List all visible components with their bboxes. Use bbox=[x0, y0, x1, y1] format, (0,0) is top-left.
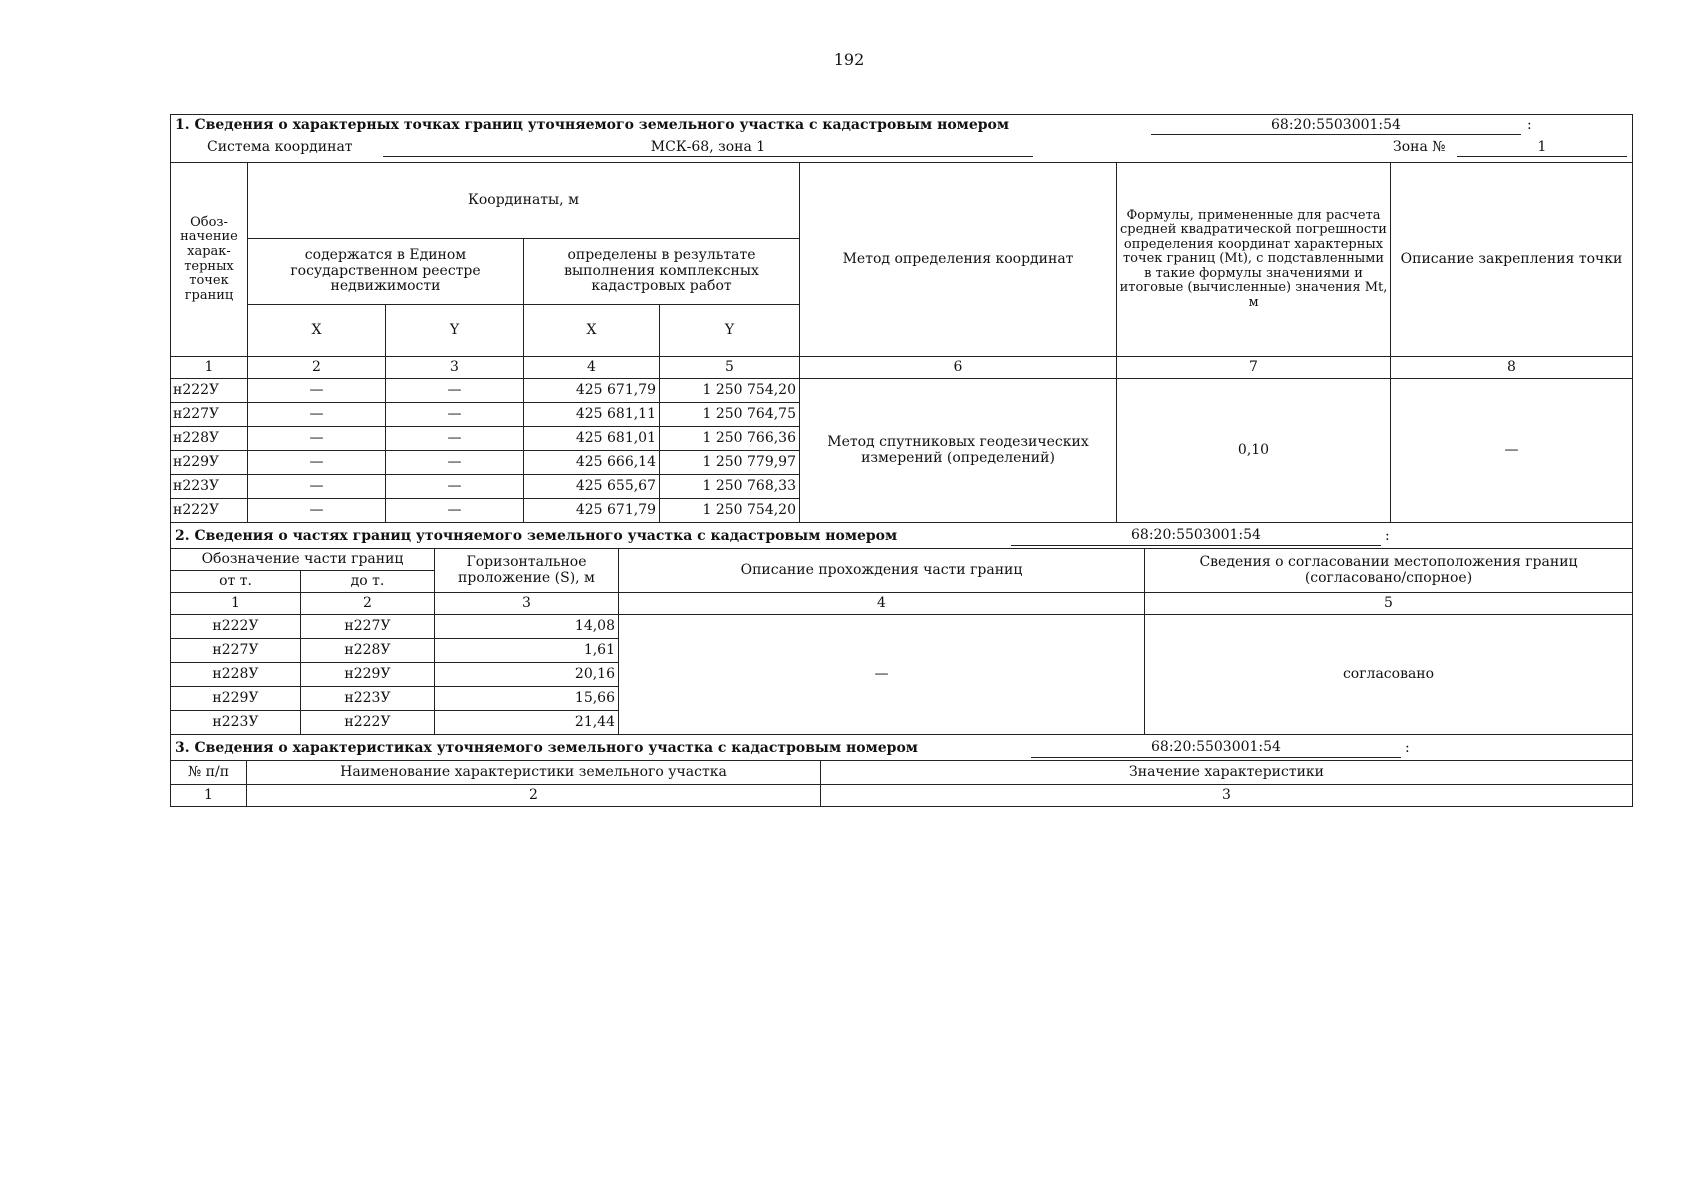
header-fixing: Описание закрепления точки bbox=[1391, 163, 1633, 357]
part-from: н223У bbox=[171, 711, 301, 735]
section3-title: 3. Сведения о характеристиках уточняемого земельного участка с кадастровым номером bbox=[175, 739, 918, 756]
col-number: 1 bbox=[171, 593, 301, 615]
section1-table bbox=[170, 114, 1633, 523]
point-name: н227У bbox=[171, 403, 248, 427]
point-name: н222У bbox=[171, 379, 248, 403]
coord-y: 1 250 766,36 bbox=[660, 427, 800, 451]
part-length: 21,44 bbox=[435, 711, 619, 735]
section1-title: 1. Сведения о характерных точках границ уточняемого земельного участка с кадастровым номером bbox=[175, 117, 1010, 133]
header-designation: Обоз-начение харак-терных точек границ bbox=[171, 163, 248, 357]
header-agreement: Сведения о согласовании местоположения границ (согласовано/спорное) bbox=[1145, 549, 1633, 593]
coord-x: 425 681,11 bbox=[524, 403, 660, 427]
section3-colon: : bbox=[1405, 739, 1410, 756]
coord-x: 425 671,79 bbox=[524, 499, 660, 523]
header-description: Описание прохождения части границ bbox=[619, 549, 1145, 593]
header-det-x: X bbox=[524, 305, 660, 357]
point-name: н229У bbox=[171, 451, 248, 475]
col-number: 3 bbox=[435, 593, 619, 615]
section1-cadastral-number: 68:20:5503001:54 bbox=[1151, 118, 1521, 135]
section2-colon: : bbox=[1385, 527, 1390, 544]
col-number: 3 bbox=[386, 357, 524, 379]
coord-x: 425 681,01 bbox=[524, 427, 660, 451]
section2-title: 2. Сведения о частях границ уточняемого земельного участка с кадастровым номером bbox=[175, 527, 898, 544]
part-length: 1,61 bbox=[435, 639, 619, 663]
part-length: 20,16 bbox=[435, 663, 619, 687]
part-to: н229У bbox=[301, 663, 435, 687]
page-number: 192 bbox=[833, 50, 865, 69]
col-number: 2 bbox=[247, 785, 821, 807]
mt-value: 0,10 bbox=[1117, 379, 1391, 523]
reg-x: — bbox=[248, 499, 386, 523]
part-to: н223У bbox=[301, 687, 435, 711]
part-from: н222У bbox=[171, 615, 301, 639]
agreement-value: согласовано bbox=[1145, 615, 1633, 735]
col-number: 2 bbox=[248, 357, 386, 379]
part-from: н228У bbox=[171, 663, 301, 687]
section1-header bbox=[171, 115, 1633, 163]
reg-y: — bbox=[386, 379, 524, 403]
coord-y: 1 250 754,20 bbox=[660, 499, 800, 523]
coord-y: 1 250 779,97 bbox=[660, 451, 800, 475]
reg-y: — bbox=[386, 451, 524, 475]
header-part: Обозначение части границ bbox=[171, 549, 435, 571]
header-reg-y: Y bbox=[386, 305, 524, 357]
reg-y: — bbox=[386, 475, 524, 499]
col-number: 1 bbox=[171, 357, 248, 379]
col-number: 7 bbox=[1117, 357, 1391, 379]
reg-x: — bbox=[248, 403, 386, 427]
header-method: Метод определения координат bbox=[800, 163, 1117, 357]
section2-cadastral-number: 68:20:5503001:54 bbox=[1011, 525, 1381, 546]
section3-cadastral-number: 68:20:5503001:54 bbox=[1031, 737, 1401, 758]
reg-x: — bbox=[248, 451, 386, 475]
col-number: 5 bbox=[1145, 593, 1633, 615]
reg-y: — bbox=[386, 403, 524, 427]
part-to: н228У bbox=[301, 639, 435, 663]
zone-value: 1 bbox=[1457, 140, 1627, 157]
col-number: 6 bbox=[800, 357, 1117, 379]
document-body bbox=[170, 114, 1632, 807]
reg-x: — bbox=[248, 475, 386, 499]
header-coordinates: Координаты, м bbox=[248, 163, 800, 239]
method-value: Метод спутниковых геодезических измерений (определений) bbox=[800, 379, 1117, 523]
part-from: н229У bbox=[171, 687, 301, 711]
part-length: 15,66 bbox=[435, 687, 619, 711]
header-in-registry: содержатся в Едином государственном реестре недвижимости bbox=[248, 239, 524, 305]
col-number: 5 bbox=[660, 357, 800, 379]
section2-table bbox=[170, 522, 1633, 735]
part-to: н227У bbox=[301, 615, 435, 639]
coord-x: 425 671,79 bbox=[524, 379, 660, 403]
header-to: до т. bbox=[301, 571, 435, 593]
col-number: 3 bbox=[821, 785, 1633, 807]
coord-system-value: МСК-68, зона 1 bbox=[383, 140, 1033, 157]
reg-x: — bbox=[248, 379, 386, 403]
header-horizontal: Горизонтальное проложение (S), м bbox=[435, 549, 619, 593]
coord-y: 1 250 768,33 bbox=[660, 475, 800, 499]
coord-y: 1 250 764,75 bbox=[660, 403, 800, 427]
reg-x: — bbox=[248, 427, 386, 451]
coord-x: 425 655,67 bbox=[524, 475, 660, 499]
section1-colon: : bbox=[1527, 117, 1532, 133]
header-reg-x: X bbox=[248, 305, 386, 357]
col-number: 4 bbox=[619, 593, 1145, 615]
fixing-value: — bbox=[1391, 379, 1633, 523]
point-name: н223У bbox=[171, 475, 248, 499]
section2-header bbox=[171, 523, 1633, 549]
header-num: № п/п bbox=[171, 761, 247, 785]
part-from: н227У bbox=[171, 639, 301, 663]
section3-table bbox=[170, 734, 1633, 807]
col-number: 4 bbox=[524, 357, 660, 379]
section3-header bbox=[171, 735, 1633, 761]
part-length: 14,08 bbox=[435, 615, 619, 639]
header-det-y: Y bbox=[660, 305, 800, 357]
point-name: н222У bbox=[171, 499, 248, 523]
description-value: — bbox=[619, 615, 1145, 735]
point-name: н228У bbox=[171, 427, 248, 451]
reg-y: — bbox=[386, 499, 524, 523]
coord-y: 1 250 754,20 bbox=[660, 379, 800, 403]
header-name: Наименование характеристики земельного участка bbox=[247, 761, 821, 785]
zone-label: Зона № bbox=[1393, 139, 1446, 155]
header-formulas: Формулы, примененные для расчета средней квадратической погрешности определения координат характерных точек границ (Mt), с подставленными в такие формулы значениями и итоговые (вычисленные) значения Mt, м bbox=[1117, 163, 1391, 357]
col-number: 2 bbox=[301, 593, 435, 615]
header-value: Значение характеристики bbox=[821, 761, 1633, 785]
part-to: н222У bbox=[301, 711, 435, 735]
header-determined: определены в результате выполнения комплексных кадастровых работ bbox=[524, 239, 800, 305]
col-number: 8 bbox=[1391, 357, 1633, 379]
coord-system-label: Система координат bbox=[207, 139, 353, 155]
reg-y: — bbox=[386, 427, 524, 451]
col-number: 1 bbox=[171, 785, 247, 807]
coord-x: 425 666,14 bbox=[524, 451, 660, 475]
header-from: от т. bbox=[171, 571, 301, 593]
